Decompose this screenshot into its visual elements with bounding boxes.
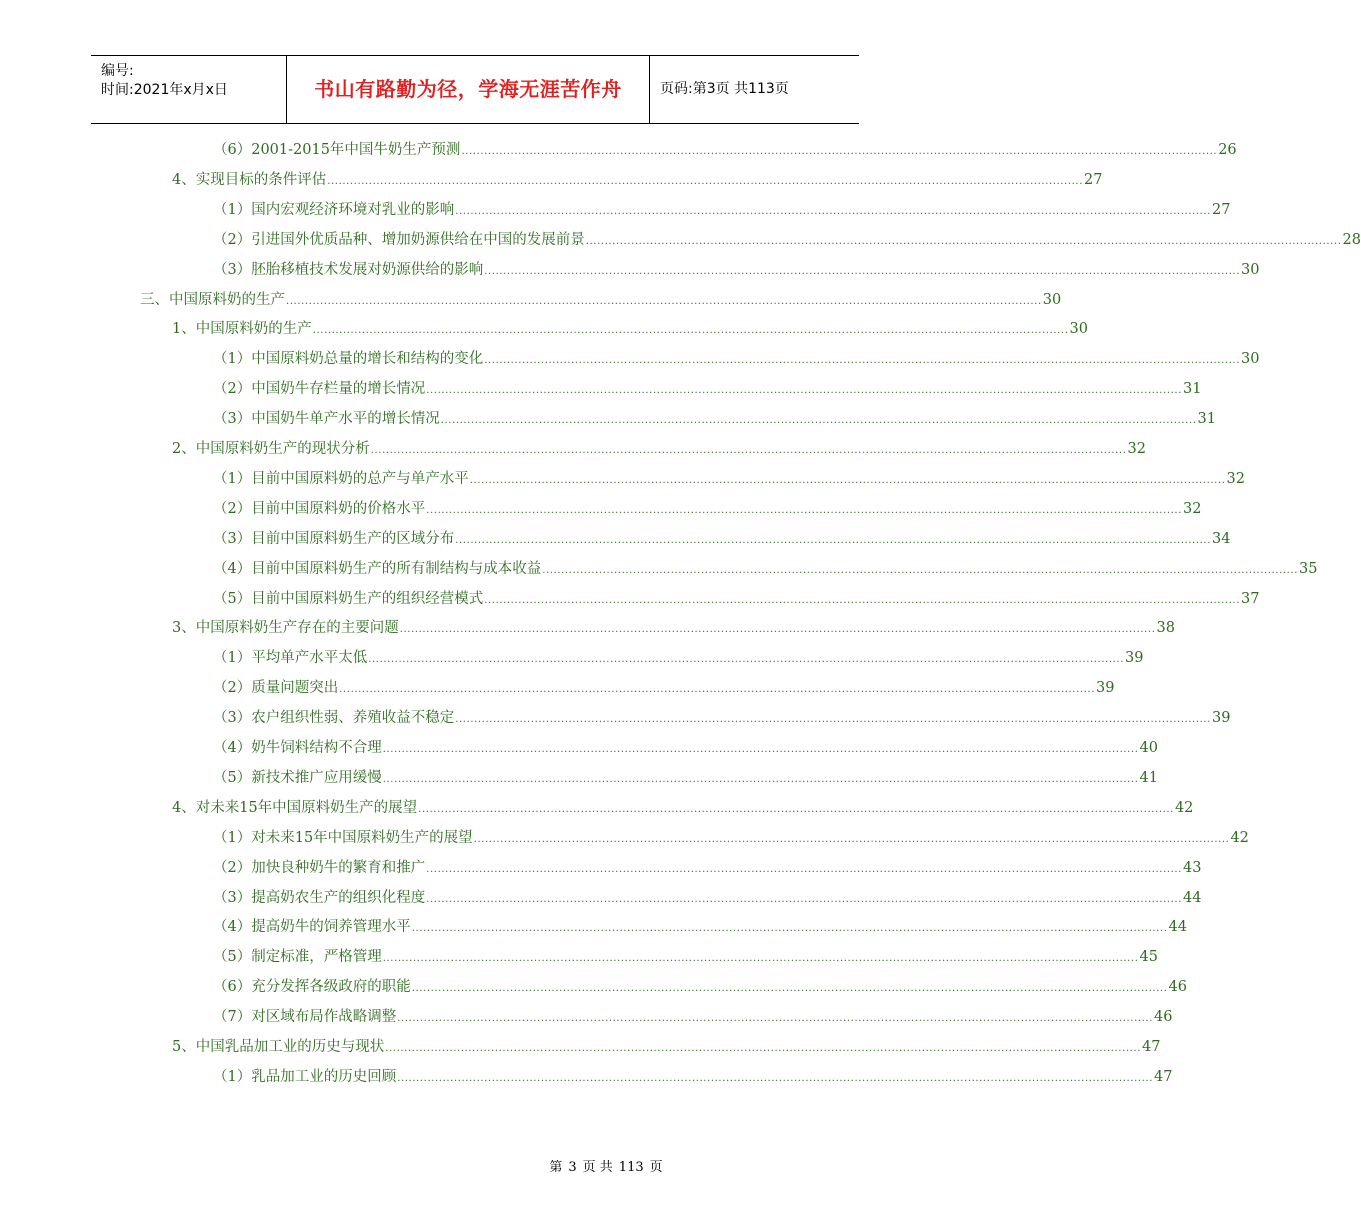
toc-entry-page: 38 — [1156, 620, 1175, 636]
toc-leader-dots: ........................................................................................................................................................................................................ — [426, 385, 1182, 396]
toc-entry-title: 2、中国原料奶生产的现状分析 — [172, 441, 370, 457]
toc-entry[interactable] — [213, 139, 1237, 161]
toc-entry[interactable] — [213, 976, 1187, 998]
toc-entry-page: 44 — [1182, 890, 1202, 906]
toc-entry[interactable] — [213, 857, 1202, 879]
toc-entry-title: （7）对区域布局作战略调整 — [213, 1009, 397, 1025]
toc-entry-title: （3）农户组织性弱、养殖收益不稳定 — [213, 710, 455, 726]
toc-entry-page: 31 — [1182, 381, 1202, 397]
toc-entry-page: 39 — [1211, 710, 1231, 726]
toc-leader-dots: ........................................................................................................................................................................................................ — [397, 1013, 1153, 1024]
toc-entry[interactable] — [213, 1066, 1173, 1088]
document-number-label: 编号: — [101, 63, 134, 79]
toc-entry-title: （1）对未来15年中国原料奶生产的展望 — [213, 830, 473, 846]
toc-entry-page: 40 — [1139, 740, 1158, 756]
toc-entry[interactable] — [213, 887, 1202, 909]
toc-entry-page: 30 — [1240, 262, 1260, 278]
toc-entry-page: 46 — [1168, 979, 1187, 995]
footer-prefix: 第 — [549, 1160, 563, 1175]
toc-leader-dots: ........................................................................................................................................................................................................ — [455, 714, 1211, 725]
toc-leader-dots: ........................................................................................................................................................................................................ — [473, 834, 1230, 845]
toc-leader-dots: ........................................................................................................................................................................................................ — [469, 475, 1226, 486]
toc-leader-dots: ........................................................................................................................................................................................................ — [339, 684, 1095, 695]
toc-entry[interactable] — [172, 797, 1194, 819]
toc-entry-title: （1）目前中国原料奶的总产与单产水平 — [213, 471, 469, 487]
toc-leader-dots: ........................................................................................................................................................................................................ — [455, 535, 1211, 546]
toc-entry-page: 47 — [1153, 1069, 1173, 1085]
toc-entry-title: （2）目前中国原料奶的价格水平 — [213, 501, 426, 517]
toc-entry-title: （3）中国奶牛单产水平的增长情况 — [213, 411, 440, 427]
toc-leader-dots: ........................................................................................................................................................................................................ — [418, 804, 1174, 815]
toc-leader-dots: ........................................................................................................................................................................................................ — [385, 1043, 1141, 1054]
header-left-cell — [91, 56, 287, 123]
toc-entry-page: 39 — [1095, 680, 1115, 696]
toc-entry[interactable] — [213, 498, 1202, 520]
toc-leader-dots: ........................................................................................................................................................................................................ — [397, 1073, 1153, 1084]
toc-entry-title: （4）目前中国原料奶生产的所有制结构与成本收益 — [213, 561, 542, 577]
toc-leader-dots: ........................................................................................................................................................................................................ — [382, 774, 1139, 785]
toc-entry[interactable] — [213, 528, 1231, 550]
toc-entry[interactable] — [213, 647, 1144, 669]
toc-leader-dots: ........................................................................................................................................................................................................ — [461, 146, 1218, 157]
toc-entry[interactable] — [213, 707, 1231, 729]
toc-leader-dots: ........................................................................................................................................................................................................ — [368, 654, 1124, 665]
toc-entry-title: （1）乳品加工业的历史回顾 — [213, 1069, 397, 1085]
toc-entry-title: （2）引进国外优质品种、增加奶源供给在中国的发展前景 — [213, 232, 585, 248]
toc-entry-title: （2）质量问题突出 — [213, 680, 339, 696]
toc-leader-dots: ........................................................................................................................................................................................................ — [411, 983, 1168, 994]
toc-entry-page: 30 — [1042, 292, 1062, 308]
toc-entry[interactable] — [213, 229, 1361, 251]
toc-entry-title: （6）2001-2015年中国牛奶生产预测 — [213, 142, 461, 158]
toc-leader-dots: ........................................................................................................................................................................................................ — [484, 355, 1240, 366]
toc-entry[interactable] — [213, 737, 1158, 759]
toc-entry[interactable] — [213, 199, 1231, 221]
toc-entry[interactable] — [172, 617, 1175, 639]
header-page-info: 页码:第3页 共113页 — [660, 81, 789, 97]
toc-entry-title: （5）目前中国原料奶生产的组织经营模式 — [213, 591, 484, 607]
toc-entry-title: （3）提高奶农生产的组织化程度 — [213, 890, 426, 906]
toc-entry-title: 4、实现目标的条件评估 — [172, 172, 327, 188]
toc-entry[interactable] — [213, 946, 1158, 968]
toc-entry[interactable] — [172, 1036, 1161, 1058]
toc-entry-title: （1）中国原料奶总量的增长和结构的变化 — [213, 351, 484, 367]
toc-leader-dots: ........................................................................................................................................................................................................ — [585, 236, 1342, 247]
toc-entry-title: （2）加快良种奶牛的繁育和推广 — [213, 860, 426, 876]
toc-entry-title: （5）新技术推广应用缓慢 — [213, 770, 382, 786]
toc-entry-page: 32 — [1226, 471, 1245, 487]
toc-entry-title: （4）提高奶牛的饲养管理水平 — [213, 919, 411, 935]
toc-leader-dots: ........................................................................................................................................................................................................ — [399, 624, 1156, 635]
toc-entry[interactable] — [213, 677, 1115, 699]
toc-entry-title: （1）平均单产水平太低 — [213, 650, 368, 666]
footer-total-pages: 113 — [618, 1160, 644, 1175]
toc-entry-title: （1）国内宏观经济环境对乳业的影响 — [213, 202, 455, 218]
toc-entry[interactable] — [172, 438, 1146, 460]
toc-entry-page: 35 — [1298, 561, 1318, 577]
toc-entry-title: 1、中国原料奶的生产 — [172, 321, 312, 337]
toc-entry-page: 32 — [1182, 501, 1202, 517]
toc-entry[interactable] — [213, 1006, 1173, 1028]
toc-entry[interactable] — [140, 289, 1062, 311]
toc-entry-title: 3、中国原料奶生产存在的主要问题 — [172, 620, 399, 636]
toc-leader-dots: ........................................................................................................................................................................................................ — [382, 744, 1139, 755]
toc-entry-page: 42 — [1174, 800, 1194, 816]
toc-entry-title: （3）目前中国原料奶生产的区域分布 — [213, 531, 455, 547]
document-time-label: 时间:2021年x月x日 — [101, 82, 228, 98]
toc-entry-page: 45 — [1139, 949, 1158, 965]
toc-entry[interactable] — [213, 259, 1260, 281]
toc-entry-page: 34 — [1211, 531, 1231, 547]
toc-leader-dots: ........................................................................................................................................................................................................ — [370, 445, 1127, 456]
toc-leader-dots: ........................................................................................................................................................................................................ — [455, 206, 1211, 217]
toc-entry-page: 46 — [1153, 1009, 1173, 1025]
toc-entry-page: 42 — [1230, 830, 1249, 846]
header-motto: 书山有路勤为径，学海无涯苦作舟 — [287, 56, 650, 123]
toc-entry-page: 28 — [1342, 232, 1361, 248]
toc-entry-title: 三、中国原料奶的生产 — [140, 292, 285, 308]
toc-entry-page: 41 — [1139, 770, 1158, 786]
toc-entry[interactable] — [213, 827, 1249, 849]
toc-entry-title: （5）制定标准，严格管理 — [213, 949, 382, 965]
toc-entry-page: 27 — [1083, 172, 1103, 188]
toc-leader-dots: ........................................................................................................................................................................................................ — [411, 923, 1168, 934]
toc-entry-title: （2）中国奶牛存栏量的增长情况 — [213, 381, 426, 397]
toc-entry-page: 27 — [1211, 202, 1231, 218]
toc-leader-dots: ........................................................................................................................................................................................................ — [426, 894, 1182, 905]
toc-entry-page: 43 — [1182, 860, 1202, 876]
toc-entry-title: （3）胚胎移植技术发展对奶源供给的影响 — [213, 262, 484, 278]
toc-entry-page: 37 — [1240, 591, 1260, 607]
toc-entry-page: 31 — [1197, 411, 1216, 427]
toc-leader-dots: ........................................................................................................................................................................................................ — [382, 953, 1139, 964]
toc-leader-dots: ........................................................................................................................................................................................................ — [312, 325, 1069, 336]
toc-entry-page: 39 — [1124, 650, 1144, 666]
toc-entry[interactable] — [213, 468, 1245, 490]
toc-leader-dots: ........................................................................................................................................................................................................ — [484, 595, 1240, 606]
toc-leader-dots: ........................................................................................................................................................................................................ — [426, 505, 1182, 516]
toc-leader-dots: ........................................................................................................................................................................................................ — [426, 864, 1182, 875]
toc-entry-page: 44 — [1168, 919, 1187, 935]
toc-entry-page: 47 — [1141, 1039, 1161, 1055]
toc-entry[interactable] — [213, 348, 1260, 370]
toc-leader-dots: ........................................................................................................................................................................................................ — [440, 415, 1197, 426]
toc-entry-title: （4）奶牛饲料结构不合理 — [213, 740, 382, 756]
toc-entry-title: 4、对未来15年中国原料奶生产的展望 — [172, 800, 418, 816]
toc-entry-page: 30 — [1069, 321, 1088, 337]
toc-entry-title: （6）充分发挥各级政府的职能 — [213, 979, 411, 995]
toc-entry[interactable] — [213, 408, 1216, 430]
toc-entry[interactable] — [213, 378, 1202, 400]
toc-entry[interactable] — [213, 558, 1318, 580]
toc-leader-dots: ........................................................................................................................................................................................................ — [542, 565, 1298, 576]
toc-entry[interactable] — [213, 916, 1187, 938]
toc-entry[interactable] — [172, 169, 1103, 191]
toc-leader-dots: ........................................................................................................................................................................................................ — [327, 176, 1083, 187]
footer-mid: 页 共 — [582, 1160, 613, 1175]
footer-current-page: 3 — [568, 1160, 577, 1175]
toc-leader-dots: ........................................................................................................................................................................................................ — [484, 266, 1240, 277]
toc-entry[interactable] — [213, 588, 1260, 610]
page-header — [91, 55, 859, 124]
toc-leader-dots: ........................................................................................................................................................................................................ — [286, 296, 1042, 307]
toc-entry-title: 5、中国乳品加工业的历史与现状 — [172, 1039, 385, 1055]
toc-entry[interactable] — [172, 318, 1088, 340]
page-footer — [0, 1156, 950, 1175]
footer-suffix: 页 — [649, 1160, 663, 1175]
toc-entry-page: 26 — [1218, 142, 1237, 158]
toc-entry[interactable] — [213, 767, 1158, 789]
toc-entry-page: 30 — [1240, 351, 1260, 367]
toc-entry-page: 32 — [1127, 441, 1146, 457]
